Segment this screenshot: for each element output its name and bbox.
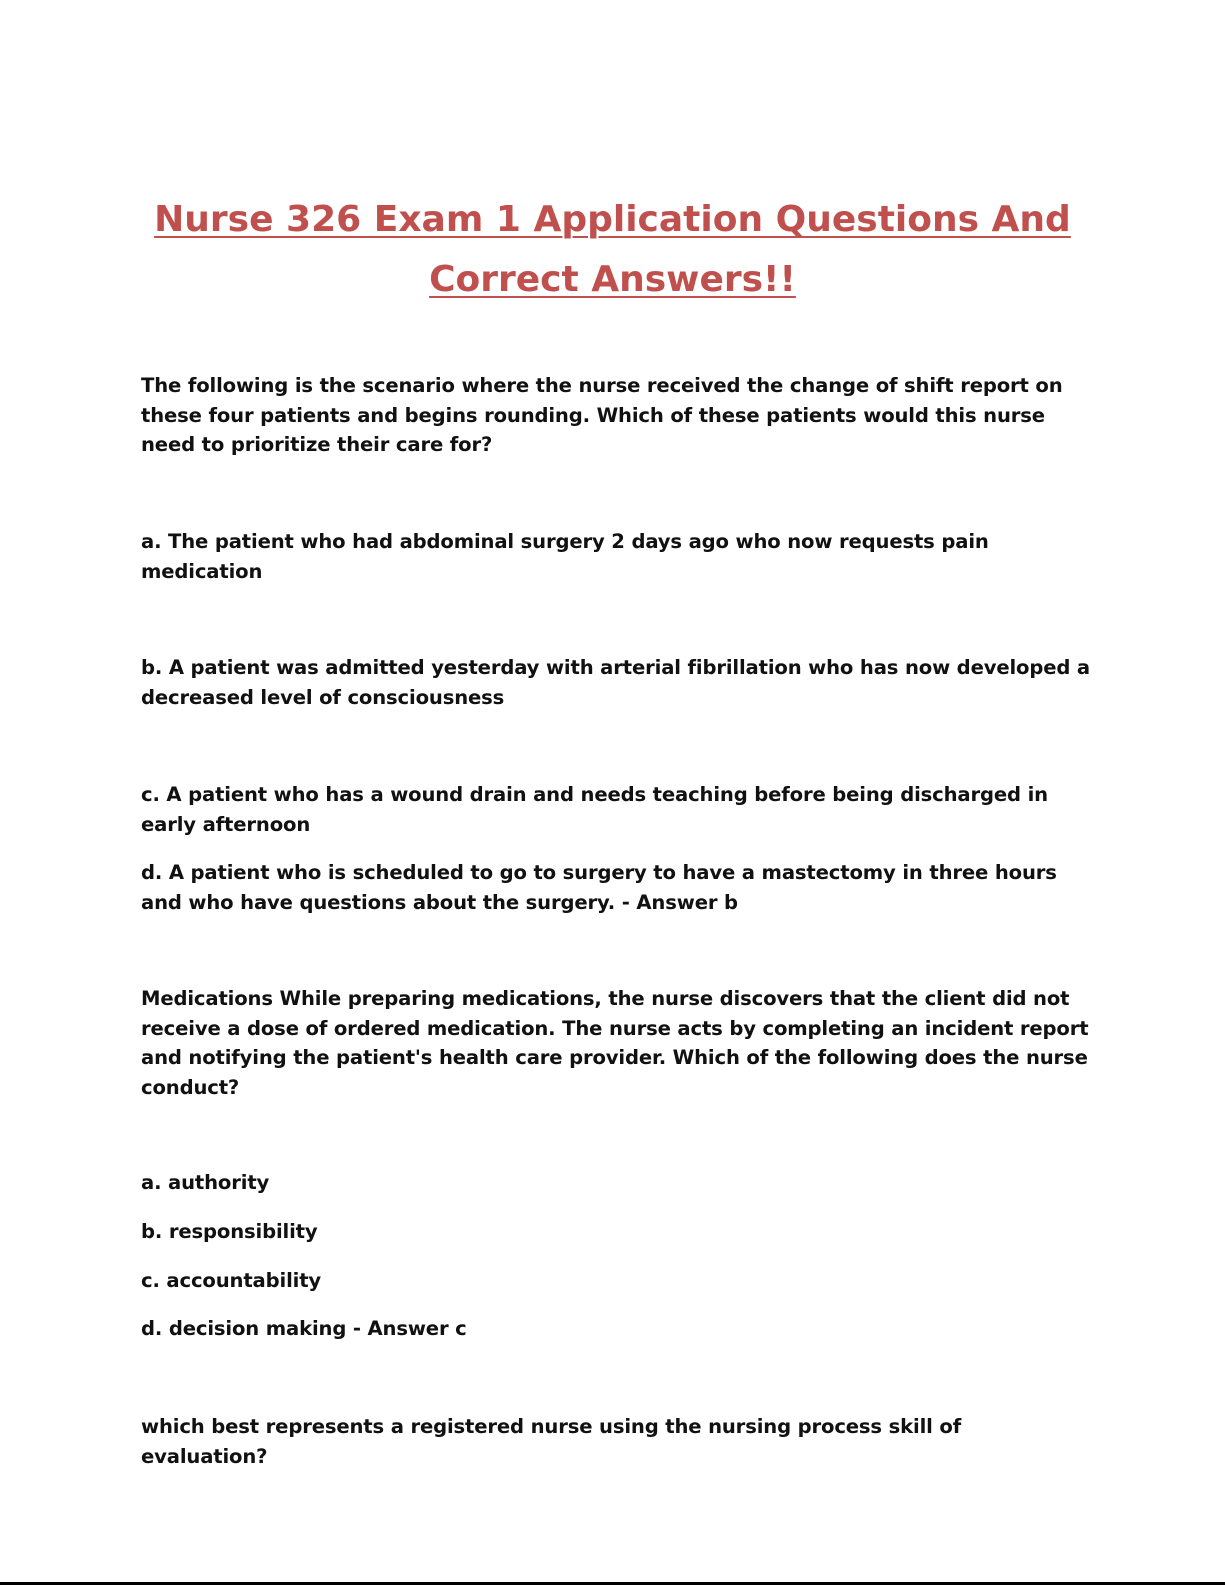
question-2-option-c: c. accountability xyxy=(141,1269,322,1292)
question-2-stem: Medications While preparing medications, the nurse discovers that the client did not receive a dose of ordered medication. The nurse acts by completing an incident report and notifying the patient's health care provider. Which of the following does the nurse conduct? xyxy=(141,987,1089,1099)
document-title xyxy=(0,190,1225,310)
question-2-option-d: d. decision making - Answer c xyxy=(141,1317,467,1340)
question-1-option-d: d. A patient who is scheduled to go to surgery to have a mastectomy in three hours and who have questions about the surgery. - Answer b xyxy=(141,861,1057,914)
question-1-option-a: a. The patient who had abdominal surgery 2 days ago who now requests pain medication xyxy=(141,530,989,583)
question-1-option-b: b. A patient was admitted yesterday with arterial fibrillation who has now developed a decreased level of consciousness xyxy=(141,656,1090,709)
title-line-2: Correct Answers!! xyxy=(429,259,796,300)
question-3-stem: which best represents a registered nurse using the nursing process skill of evaluation? xyxy=(141,1415,962,1468)
question-1-stem: The following is the scenario where the nurse received the change of shift report on these four patients and begins rounding. Which of these patients would this nurse need to prioritize their care for? xyxy=(141,374,1063,456)
question-2-option-b: b. responsibility xyxy=(141,1220,318,1243)
question-1-option-c: c. A patient who has a wound drain and needs teaching before being discharged in early afternoon xyxy=(141,783,1048,836)
title-line-1: Nurse 326 Exam 1 Application Questions And xyxy=(154,199,1071,240)
question-2-option-a: a. authority xyxy=(141,1171,270,1194)
